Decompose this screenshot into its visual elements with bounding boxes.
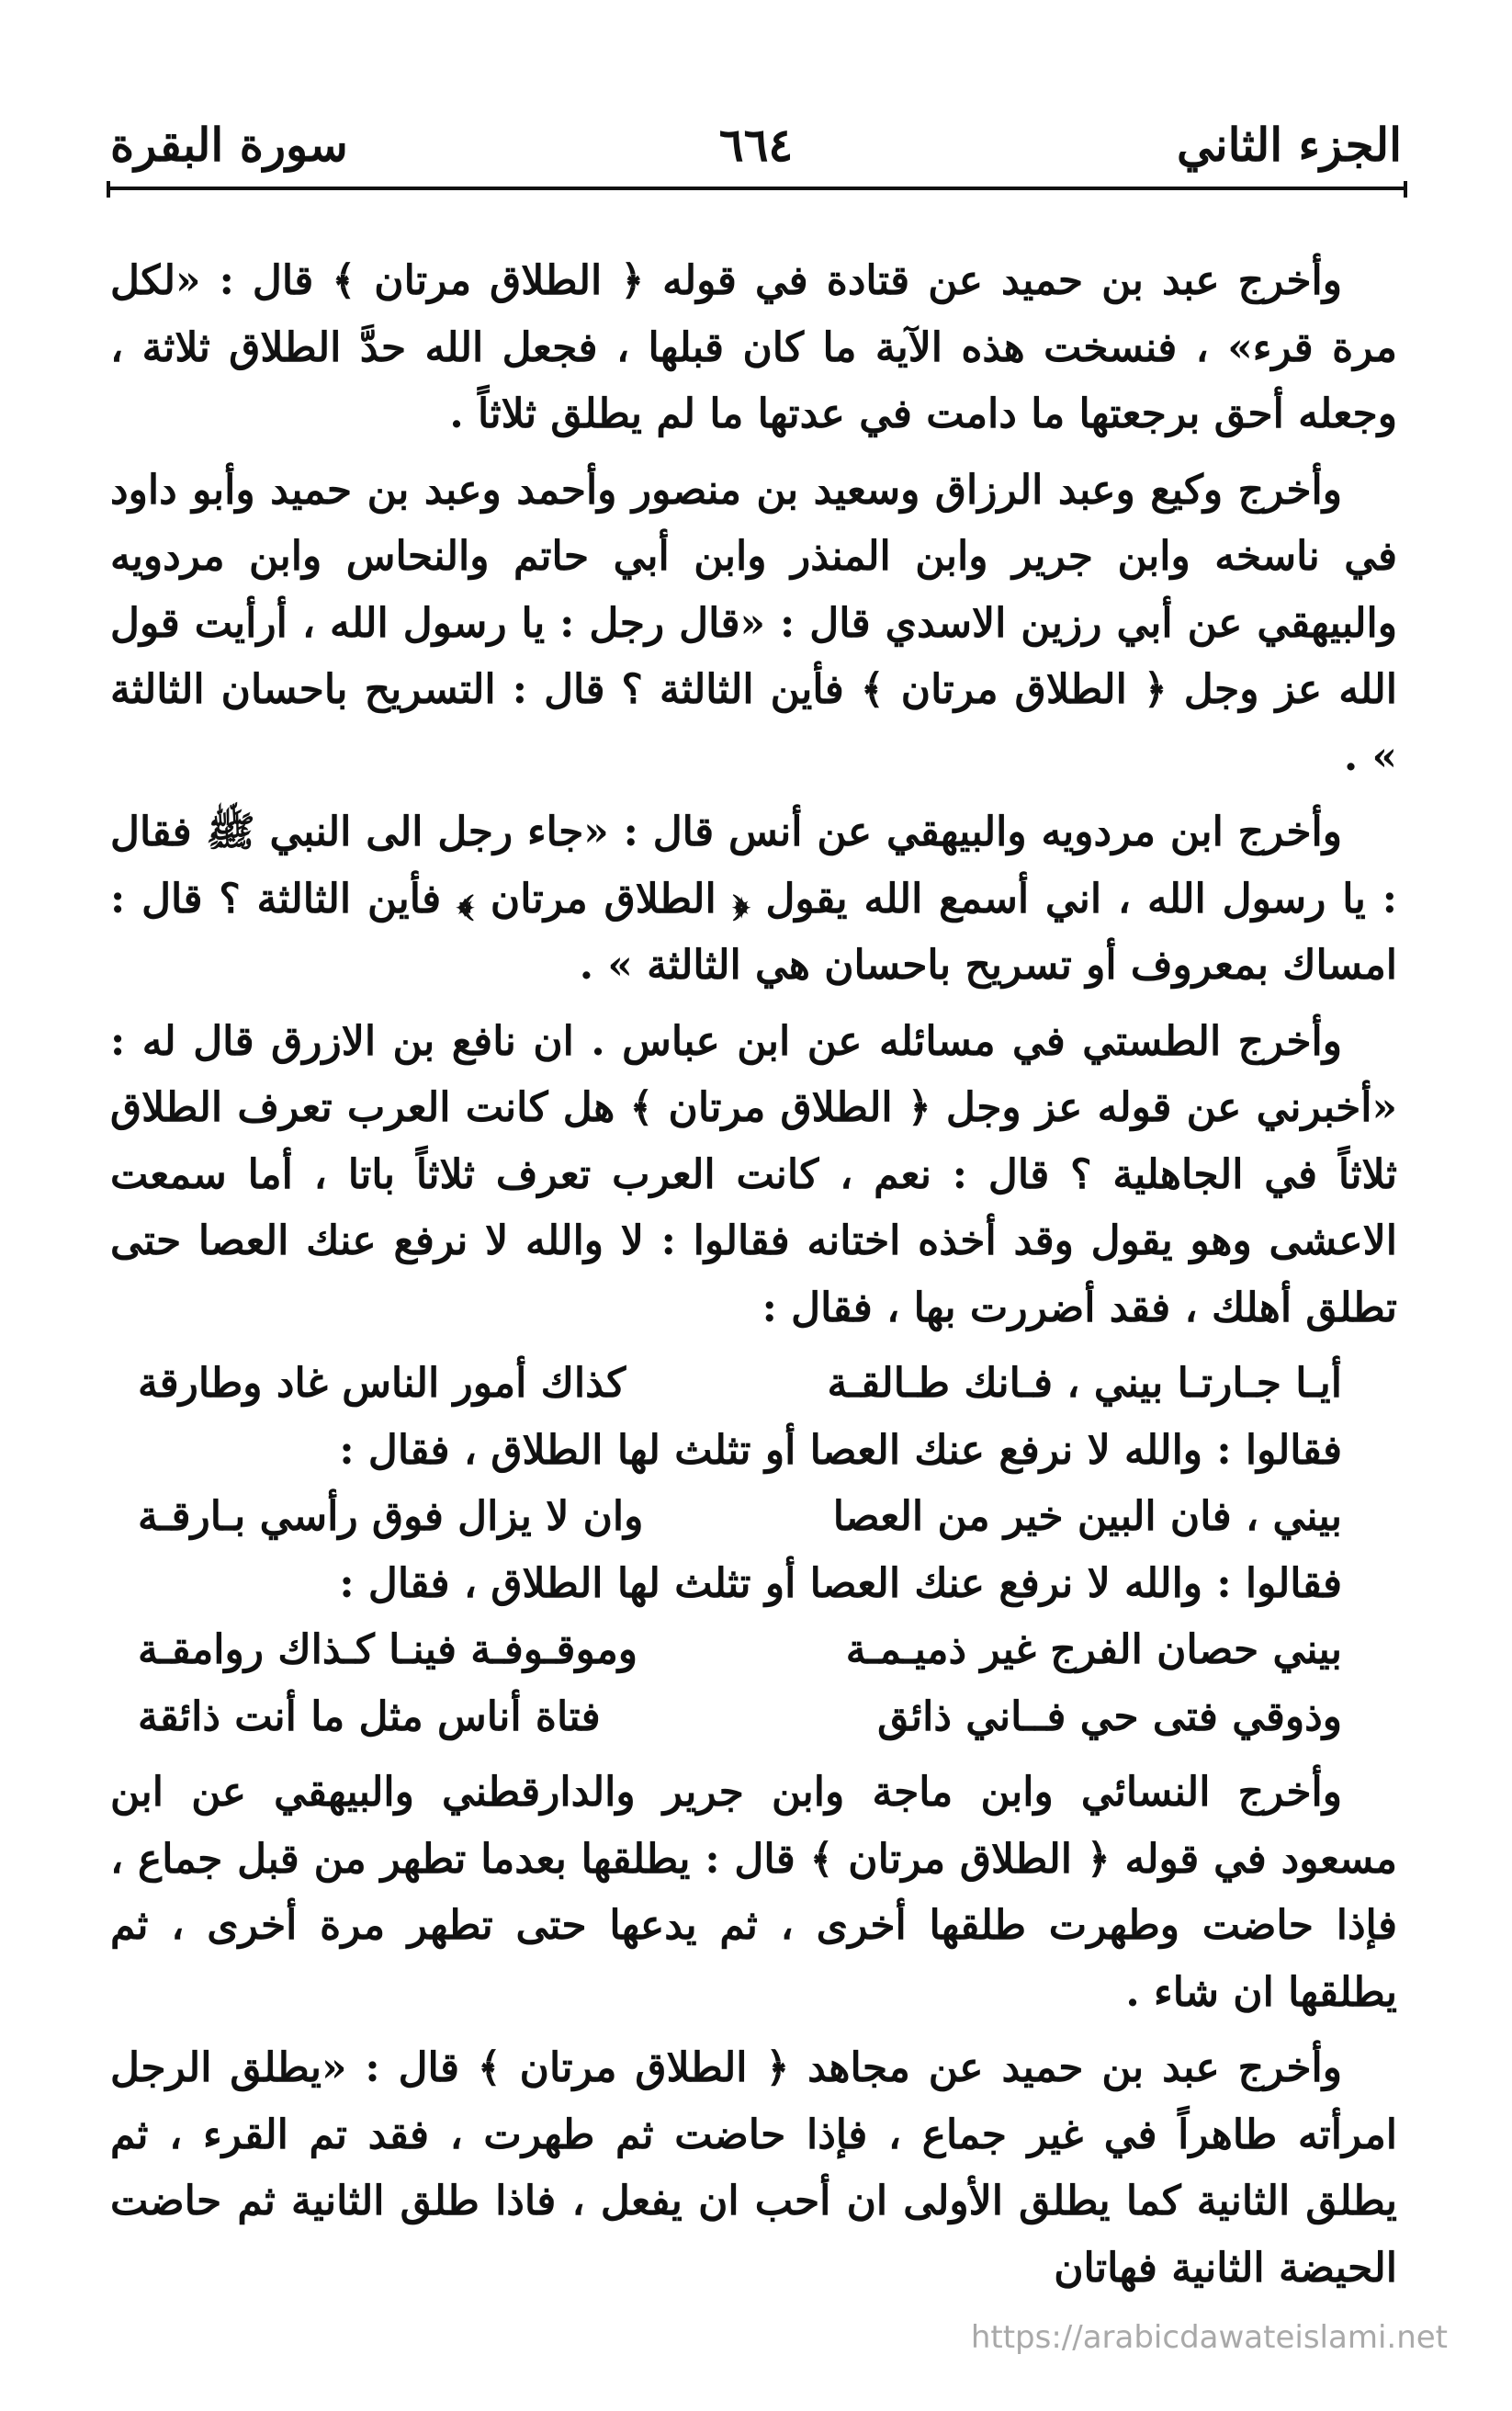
verse-hemistich-first: أيـا جـارتـا بيني ، فـانك طـالقـة bbox=[827, 1360, 1342, 1407]
header-rule bbox=[110, 187, 1404, 190]
poem-verse bbox=[110, 1617, 1397, 1684]
poem-block bbox=[110, 1351, 1397, 1750]
paragraph-anas: وأخرج ابن مردويه والبيهقي عن أنس قال : «جاء رجل الى النبي ﷺ فقال : يا رسول الله ، اني أسمع الله يقول ﴿ الطلاق مرتان ﴾ فأين الثالثة ؟ قال : امساك بمعروف أو تسريح باحسان هي الثالثة » . bbox=[110, 809, 1397, 989]
page-header bbox=[110, 108, 1402, 182]
poem-verse bbox=[110, 1484, 1397, 1551]
paragraph-tasti: وأخرج الطستي في مسائله عن ابن عباس . ان نافع بن الازرق قال له : «أخبرني عن قوله عز وجل ﴿ الطلاق مرتان ﴾ هل كانت العرب تعرف الطلاق ثلاثاً في الجاهلية ؟ قال : نعم ، كانت العرب تعرف ثلاثاً باتا ، أما سمعت الاعشى وهو يقول وقد أخذه اختانه فقالوا : لا والله لا نرفع عنك العصا حتى تطلق أهلك ، فقد أضررت بها ، فقال : bbox=[110, 1017, 1397, 1331]
paragraph-nasai: وأخرج النسائي وابن ماجة وابن جرير والدارقطني والبيهقي عن ابن مسعود في قوله ﴿ الطلاق مرتان ﴾ قال : يطلقها بعدما تطهر من قبل جماع ، فإذا حاضت وطهرت طلقها أخرى ، ثم يدعها حتى تطهر مرة أخرى ، ثم يطلقها ان شاء . bbox=[110, 1769, 1397, 2016]
paragraph-qatada: وأخرج عبد بن حميد عن قتادة في قوله ﴿ الطلاق مرتان ﴾ قال : «لكل مرة قرء» ، فنسخت هذه الآية ما كان قبلها ، فجعل الله حدَّ الطلاق ثلاثة ، وجعله أحق برجعتها ما دامت في عدتها ما لم يطلق ثلاثاً . bbox=[110, 257, 1397, 437]
header-part-title: الجزء الثاني bbox=[1177, 118, 1402, 172]
poem-verse bbox=[110, 1684, 1397, 1751]
paragraph-mujahid: وأخرج عبد بن حميد عن مجاهد ﴿ الطلاق مرتان ﴾ قال : «يطلق الرجل امرأته طاهراً في غير جماع ، فإذا حاضت ثم طهرت ، فقد تم القرء ، ثم يطلق الثانية كما يطلق الأولى ان أحب ان يفعل ، فاذا طلق الثانية ثم حاضت الحيضة الثانية فهاتان bbox=[110, 2044, 1397, 2292]
verse-hemistich-first: وذوقي فتى حي فــاني ذائق bbox=[877, 1692, 1342, 1740]
verse-hemistich-second: وان لا يزال فوق رأسي بـارقـة bbox=[138, 1493, 644, 1540]
verse-hemistich-second: فتاة أناس مثل ما أنت ذائقة bbox=[138, 1692, 601, 1740]
poem-interlude: فقالوا : والله لا نرفع عنك العصا أو تثلث لها الطلاق ، فقال : bbox=[339, 1559, 1342, 1607]
verse-hemistich-second: كذاك أمور الناس غاد وطارقة bbox=[138, 1360, 626, 1407]
verse-hemistich-first: بيني ، فان البين خير من العصا bbox=[832, 1493, 1342, 1540]
poem-verse bbox=[110, 1351, 1397, 1418]
header-surah-title: سورة البقرة bbox=[110, 118, 348, 172]
paragraph-waki: وأخرج وكيع وعبد الرزاق وسعيد بن منصور وأحمد وعبد بن حميد وأبو داود في ناسخه وابن جرير وابن المنذر وابن أبي حاتم والنحاس وابن مردويه والبيهقي عن أبي رزين الاسدي قال : «قال رجل : يا رسول الله ، أرأيت قول الله عز وجل ﴿ الطلاق مرتان ﴾ فأين الثالثة ؟ قال : التسريح باحسان الثالثة » . bbox=[110, 466, 1397, 780]
site-watermark: https://arabicdawateislami.net bbox=[970, 2319, 1448, 2356]
page-number: ٦٦٤ bbox=[718, 118, 794, 172]
verse-hemistich-first: بيني حصان الفرج غير ذميـمـة bbox=[845, 1626, 1342, 1673]
page-body bbox=[110, 248, 1397, 2311]
poem-interlude: فقالوا : والله لا نرفع عنك العصا أو تثلث لها الطلاق ، فقال : bbox=[339, 1426, 1342, 1474]
verse-hemistich-second: وموقـوفـة فينـا كـذاك روامقـة bbox=[138, 1626, 638, 1673]
